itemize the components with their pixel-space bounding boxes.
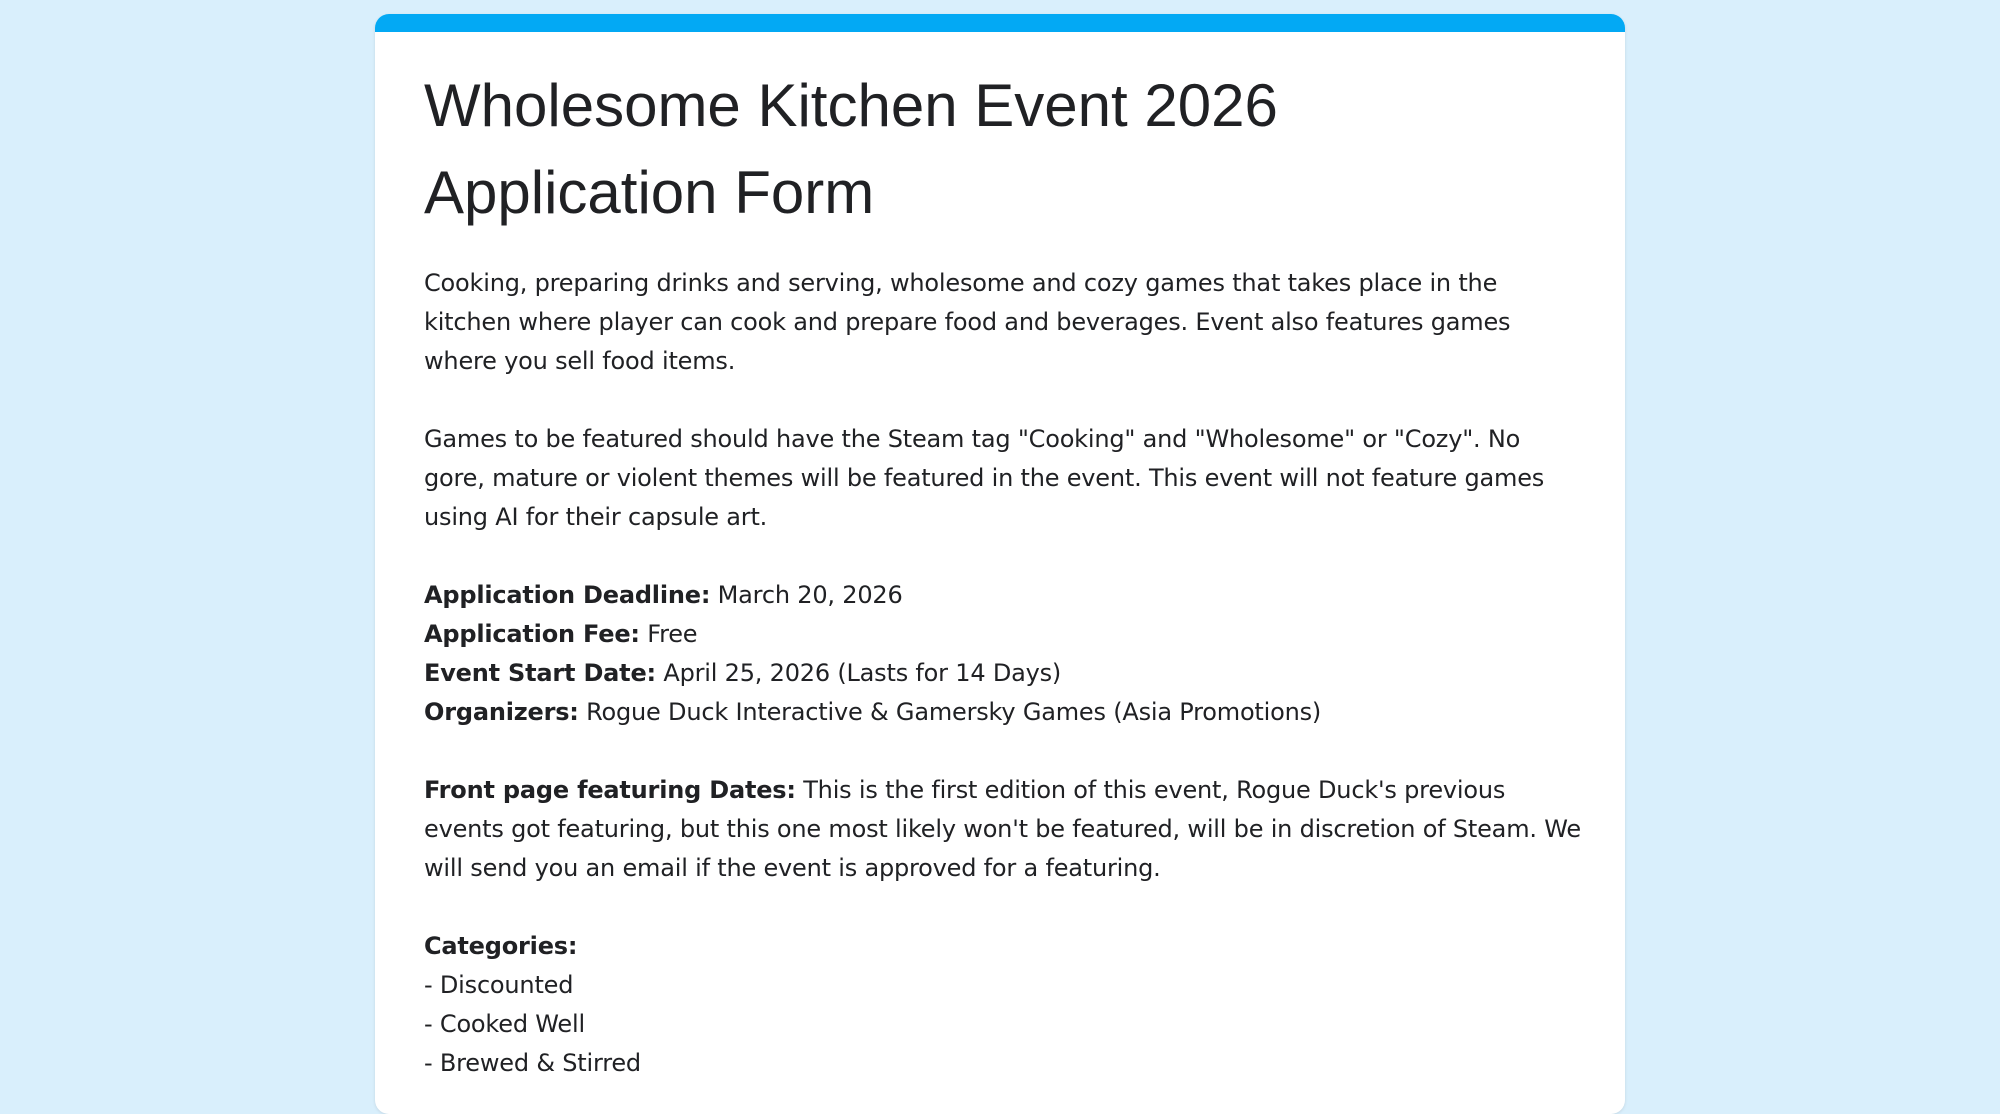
organizers-label: Organizers: (424, 698, 579, 726)
categories-label: Categories: (424, 932, 578, 960)
fee-label: Application Fee: (424, 620, 640, 648)
fee-line (424, 615, 1584, 654)
start-date-label: Event Start Date: (424, 659, 656, 687)
deadline-line (424, 576, 1584, 615)
deadline-label: Application Deadline: (424, 581, 711, 609)
featuring-label: Front page featuring Dates: (424, 776, 796, 804)
deadline-value: March 20, 2026 (710, 581, 903, 609)
category-item: - Brewed & Stirred (424, 1049, 641, 1077)
form-header-body (424, 62, 1584, 1083)
category-item: - Discounted (424, 971, 574, 999)
form-description (424, 264, 1584, 1083)
fee-value: Free (639, 620, 698, 648)
event-details (424, 576, 1584, 732)
requirements-paragraph: Games to be featured should have the Steam tag "Cooking" and "Wholesome" or "Cozy". No gore, mature or violent themes will be featured in the event. This event will not feature games using AI for their capsule art. (424, 425, 1545, 531)
featuring-paragraph (424, 771, 1584, 888)
category-item: - Cooked Well (424, 1010, 585, 1038)
start-date-line (424, 654, 1584, 693)
form-title: Wholesome Kitchen Event 2026 Application Form (424, 72, 1278, 226)
accent-bar (375, 14, 1625, 32)
start-date-value: April 25, 2026 (Lasts for 14 Days) (655, 659, 1062, 687)
categories-section (424, 927, 1584, 1083)
categories-list (424, 966, 1584, 1083)
organizers-value: Rogue Duck Interactive & Gamersky Games (Asia Promotions) (578, 698, 1322, 726)
intro-paragraph: Cooking, preparing drinks and serving, wholesome and cozy games that takes place in the kitchen where player can cook and prepare food and beverages. Event also features games where you sell food items. (424, 269, 1511, 375)
featuring-text: This is the first edition of this event, Rogue Duck's previous events got featuring, but this one most likely won't be featured, will be in discretion of Steam. We will send you an email if the event is approved for a featuring. (424, 776, 1581, 882)
organizers-line (424, 693, 1584, 732)
form-header-card (375, 14, 1625, 1114)
